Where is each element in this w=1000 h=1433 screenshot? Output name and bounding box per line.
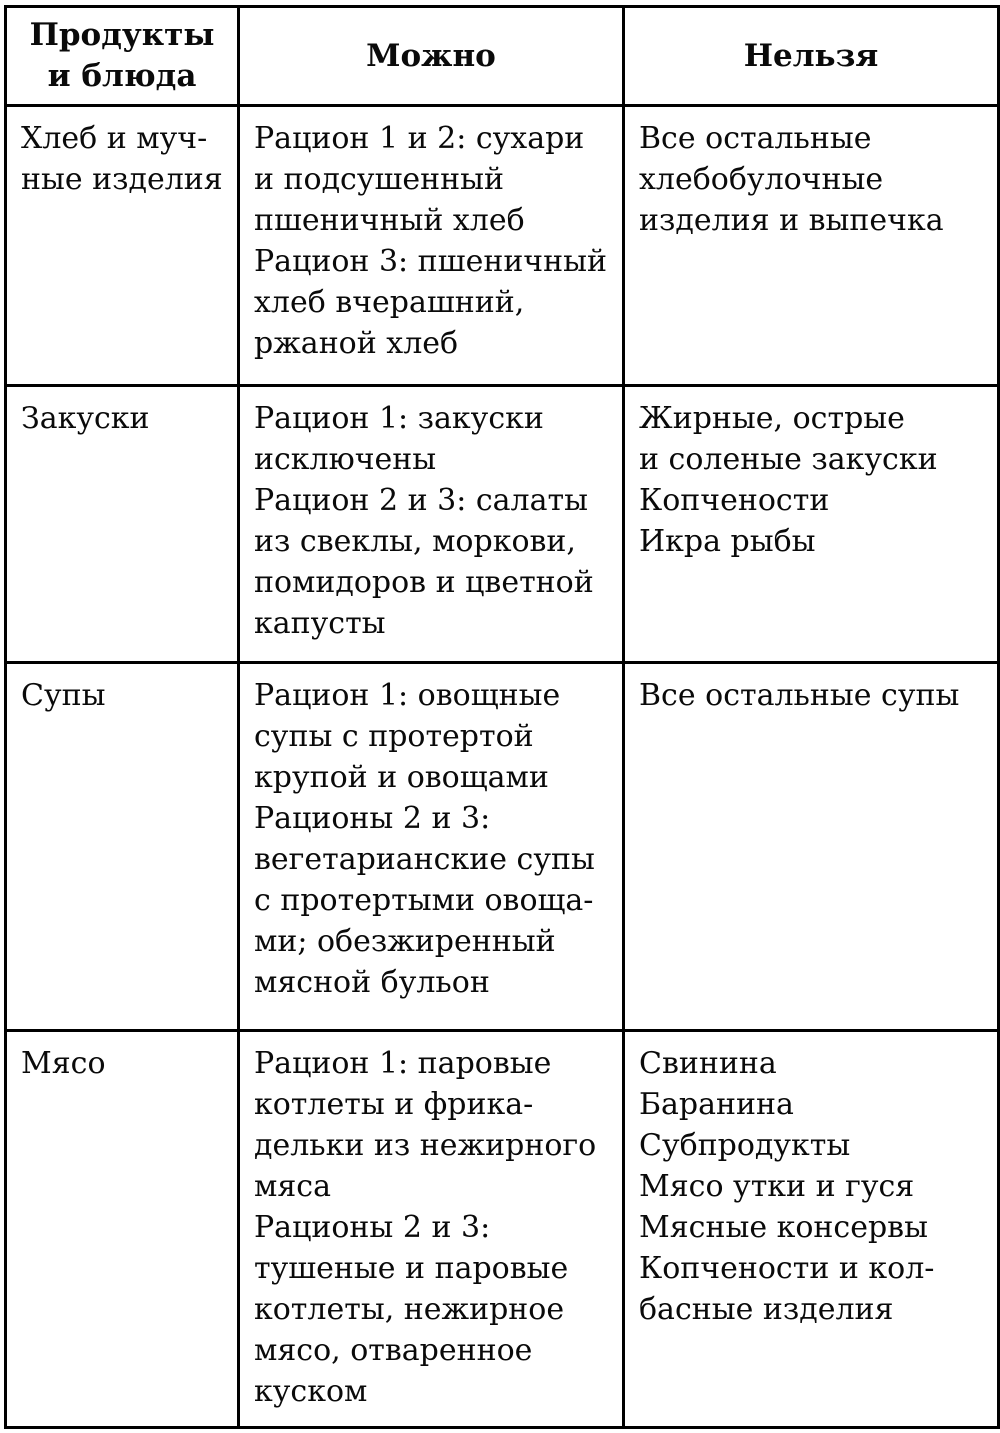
text-line: Копчености и кол- xyxy=(639,1251,935,1286)
text-line: Жирные, острые xyxy=(639,401,905,436)
text-line: изделия и выпечка xyxy=(639,203,944,238)
diet-table xyxy=(4,5,1000,1429)
text-line: Нельзя xyxy=(743,37,879,74)
table-row-soups xyxy=(6,663,999,1031)
text-line: хлебобулочные xyxy=(639,162,884,197)
cell-forbidden xyxy=(624,386,999,663)
text-line: и соленые закуски xyxy=(639,442,938,477)
text-line: Рационы 2 и 3: xyxy=(254,1210,491,1245)
text-line: Рацион 1: паровые xyxy=(254,1046,552,1081)
cell-allowed xyxy=(239,1031,624,1428)
text-line: и подсушенный xyxy=(254,162,505,197)
text-line: Мясные консервы xyxy=(639,1210,928,1245)
text-line: Все остальные супы xyxy=(639,678,960,713)
cell-allowed xyxy=(239,663,624,1031)
text-line: Все остальные xyxy=(639,121,872,156)
cell-allowed xyxy=(239,106,624,386)
text-line: Рацион 1: овощные xyxy=(254,678,561,713)
text-line: ми; обезжиренный xyxy=(254,924,556,959)
cell-category xyxy=(6,386,239,663)
table-row-bread xyxy=(6,106,999,386)
cell-category xyxy=(6,663,239,1031)
table-row-appetizers xyxy=(6,386,999,663)
text-line: Закуски xyxy=(21,401,150,436)
header-row xyxy=(6,7,999,106)
text-line: тушеные и паровые xyxy=(254,1251,569,1286)
text-line: пшеничный хлеб xyxy=(254,203,525,238)
text-line: Рацион 2 и 3: салаты xyxy=(254,483,588,518)
text-line: капусты xyxy=(254,606,386,641)
cell-forbidden xyxy=(624,106,999,386)
text-line: Баранина xyxy=(639,1087,794,1122)
text-line: супы с протертой xyxy=(254,719,534,754)
cell-forbidden xyxy=(624,1031,999,1428)
text-line: с протертыми овоща- xyxy=(254,883,594,918)
text-line: и блюда xyxy=(47,58,197,94)
text-line: Свинина xyxy=(639,1046,777,1081)
header-products-and-dishes xyxy=(6,7,239,106)
text-line: дельки из нежирного xyxy=(254,1128,597,1163)
cell-forbidden xyxy=(624,663,999,1031)
text-line: котлеты, нежирное xyxy=(254,1292,565,1327)
text-line: Хлеб и муч- xyxy=(21,121,208,156)
text-line: хлеб вчерашний, xyxy=(254,285,525,320)
text-line: крупой и овощами xyxy=(254,760,549,795)
text-line: мясной бульон xyxy=(254,965,490,1000)
text-line: Копчености xyxy=(639,483,830,518)
cell-category xyxy=(6,1031,239,1428)
header-allowed xyxy=(239,7,624,106)
text-line: ржаной хлеб xyxy=(254,326,459,361)
cell-allowed xyxy=(239,386,624,663)
text-line: Субпродукты xyxy=(639,1128,851,1163)
text-line: ные изделия xyxy=(21,162,223,197)
text-line: Мясо утки и гуся xyxy=(639,1169,915,1204)
text-line: куском xyxy=(254,1374,368,1409)
text-line: басные изделия xyxy=(639,1292,894,1327)
text-line: мяса xyxy=(254,1169,331,1204)
text-line: Можно xyxy=(366,37,496,74)
text-line: Рацион 3: пшеничный xyxy=(254,244,608,279)
text-line: котлеты и фрика- xyxy=(254,1087,534,1122)
text-line: Рационы 2 и 3: xyxy=(254,801,491,836)
text-line: помидоров и цветной xyxy=(254,565,594,600)
header-forbidden xyxy=(624,7,999,106)
text-line: из свеклы, моркови, xyxy=(254,524,576,559)
text-line: Мясо xyxy=(21,1046,106,1081)
text-line: исключены xyxy=(254,442,437,477)
text-line: Икра рыбы xyxy=(639,524,816,559)
text-line: вегетарианские супы xyxy=(254,842,595,877)
text-line: мясо, отваренное xyxy=(254,1333,533,1368)
cell-category xyxy=(6,106,239,386)
text-line: Супы xyxy=(21,678,106,713)
table-row-meat xyxy=(6,1031,999,1428)
text-line: Рацион 1: закуски xyxy=(254,401,544,436)
text-line: Продукты xyxy=(29,17,215,53)
text-line: Рацион 1 и 2: сухари xyxy=(254,121,585,156)
